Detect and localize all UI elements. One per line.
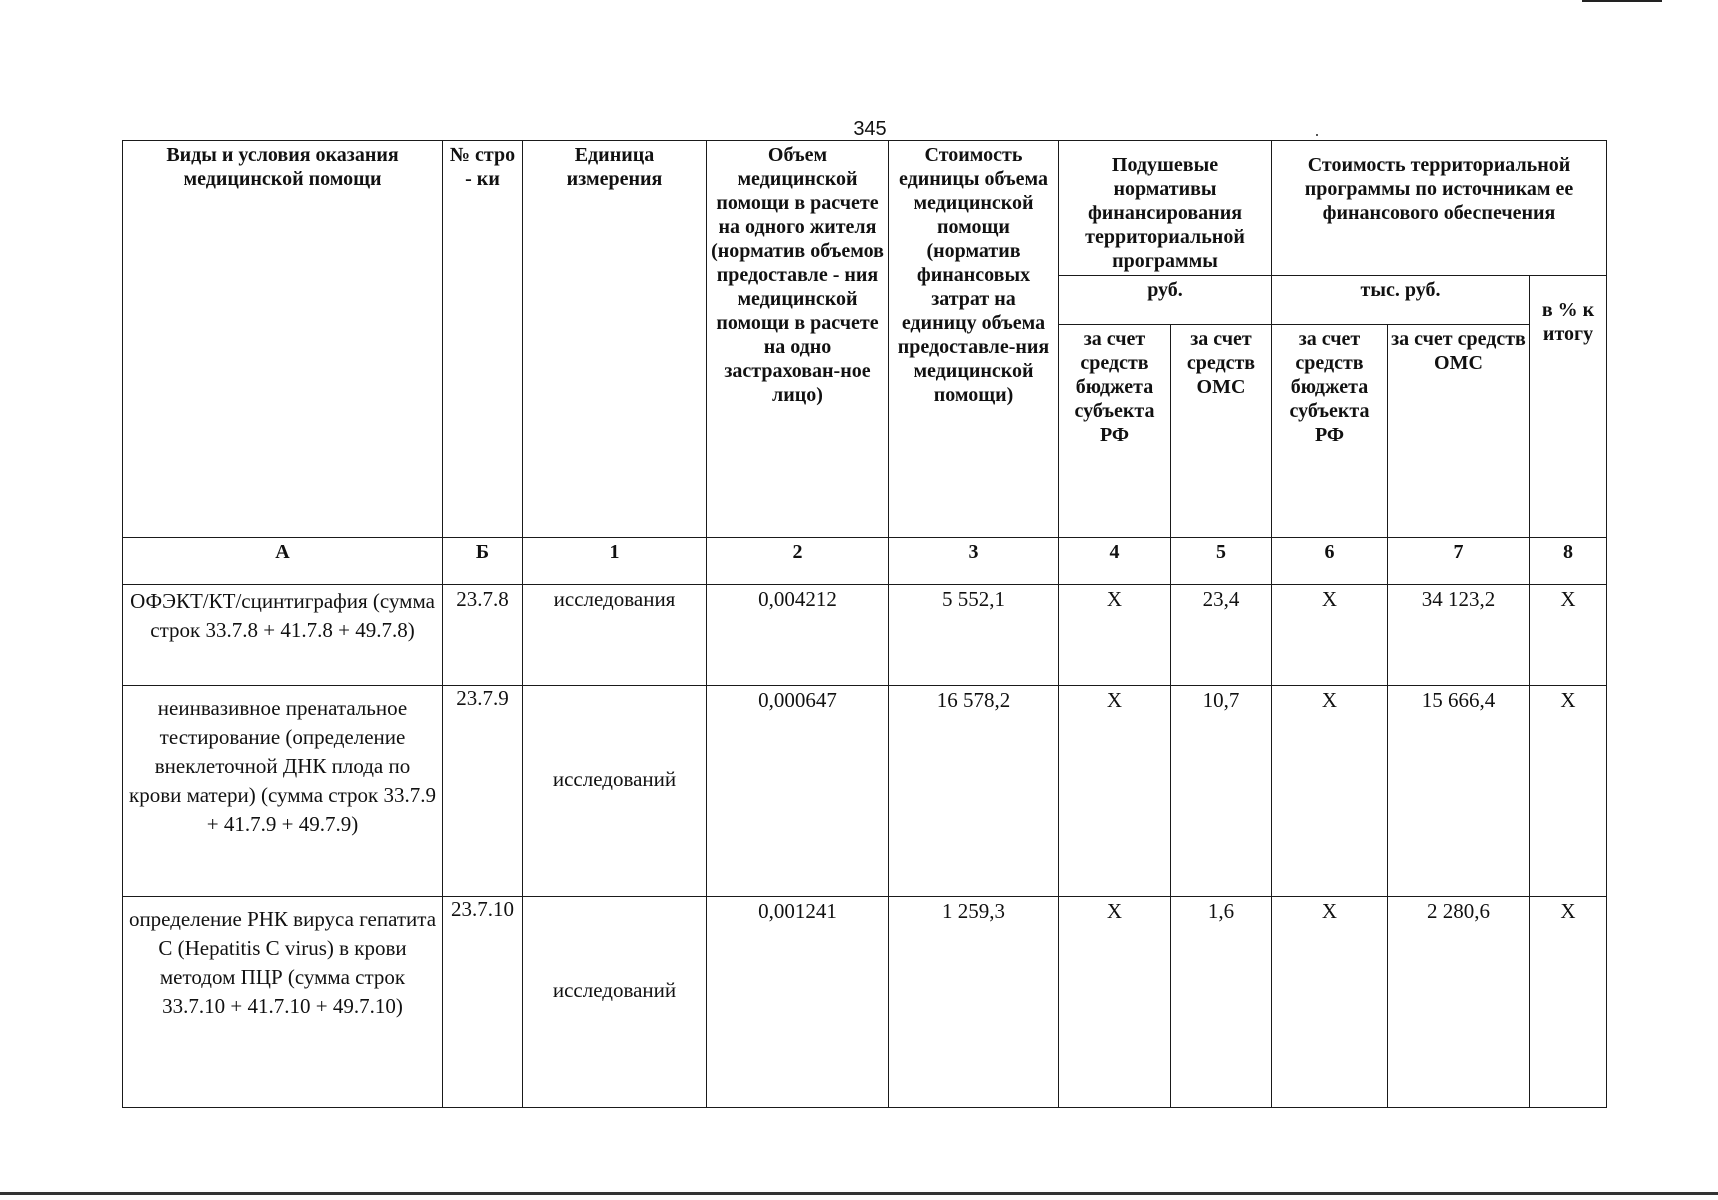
row-volume: 0,004212 (707, 585, 889, 686)
table-row (123, 585, 1607, 686)
header-volume: Объем медицинской помощи в расчете на одного жителя (норматив объемов предоставле - ния медицинской помощи в расчете на одно застрахован-ное лицо) (707, 141, 889, 538)
row-cost-oms: 15 666,4 (1388, 686, 1530, 897)
row-cost-budget: Х (1272, 585, 1388, 686)
row-cost-oms: 2 280,6 (1388, 897, 1530, 1108)
row-cost-budget: Х (1272, 897, 1388, 1108)
header-unit: Единица измерения (523, 141, 707, 538)
row-per-capita-oms: 23,4 (1171, 585, 1272, 686)
row-unit-cost: 16 578,2 (889, 686, 1059, 897)
financing-table (122, 140, 1607, 1108)
row-per-capita-budget: Х (1059, 686, 1171, 897)
index-cell: 2 (707, 538, 889, 585)
header-percent-total: в % к итогу (1530, 276, 1607, 538)
page-number: 345 (853, 118, 887, 140)
row-code: 23.7.10 (443, 897, 523, 1108)
header-kinds: Виды и условия оказания медицинской помощи (123, 141, 443, 538)
header-unit-cost: Стоимость единицы объема медицинской помощи (норматив финансовых затрат на единицу объема предоставле-ния медицинской помощи) (889, 141, 1059, 538)
index-cell: 6 (1272, 538, 1388, 585)
header-per-capita-budget: за счет средств бюджета субъекта РФ (1059, 325, 1171, 538)
row-name: неинвазивное пренатальное тестирование (определение внеклеточной ДНК плода по крови матери) (сумма строк 33.7.9 + 41.7.9 + 49.7.9) (123, 686, 443, 897)
header-cost-oms: за счет средств ОМС (1388, 325, 1530, 538)
index-cell: 5 (1171, 538, 1272, 585)
row-unit: исследований (523, 897, 707, 1108)
header-program-cost-group: Стоимость территориальной программы по источникам ее финансового обеспечения (1272, 141, 1607, 276)
index-cell: 8 (1530, 538, 1607, 585)
row-volume: 0,001241 (707, 897, 889, 1108)
header-rub: руб. (1059, 276, 1272, 325)
row-per-capita-oms: 1,6 (1171, 897, 1272, 1108)
row-cost-oms: 34 123,2 (1388, 585, 1530, 686)
row-code: 23.7.9 (443, 686, 523, 897)
row-name: ОФЭКТ/КТ/сцинтиграфия (сумма строк 33.7.8 + 41.7.8 + 49.7.8) (123, 585, 443, 686)
scan-edge-top (1582, 0, 1662, 2)
row-unit-cost: 5 552,1 (889, 585, 1059, 686)
index-cell: Б (443, 538, 523, 585)
index-cell: 7 (1388, 538, 1530, 585)
index-cell: 1 (523, 538, 707, 585)
row-cost-budget: Х (1272, 686, 1388, 897)
header-per-capita-oms: за счет средств ОМС (1171, 325, 1272, 538)
row-percent: Х (1530, 897, 1607, 1108)
header-thousand-rub: тыс. руб. (1272, 276, 1530, 325)
row-code: 23.7.8 (443, 585, 523, 686)
row-volume: 0,000647 (707, 686, 889, 897)
row-unit: исследования (523, 585, 707, 686)
row-unit-cost: 1 259,3 (889, 897, 1059, 1108)
header-per-capita-group: Подушевые нормативы финансирования территориальной программы (1059, 141, 1272, 276)
table-row (123, 686, 1607, 897)
table-row (123, 897, 1607, 1108)
row-per-capita-oms: 10,7 (1171, 686, 1272, 897)
row-percent: Х (1530, 585, 1607, 686)
header-row-number: № стро - ки (443, 141, 523, 538)
row-per-capita-budget: Х (1059, 585, 1171, 686)
row-percent: Х (1530, 686, 1607, 897)
index-cell: 3 (889, 538, 1059, 585)
row-per-capita-budget: Х (1059, 897, 1171, 1108)
index-cell: 4 (1059, 538, 1171, 585)
index-cell: А (123, 538, 443, 585)
scan-speck (1316, 134, 1318, 136)
row-name: определение РНК вируса гепатита С (Hepatitis C virus) в крови методом ПЦР (сумма строк 33.7.10 + 41.7.10 + 49.7.10) (123, 897, 443, 1108)
scan-edge-bottom (0, 1192, 1718, 1195)
header-cost-budget: за счет средств бюджета субъекта РФ (1272, 325, 1388, 538)
row-unit: исследований (523, 686, 707, 897)
